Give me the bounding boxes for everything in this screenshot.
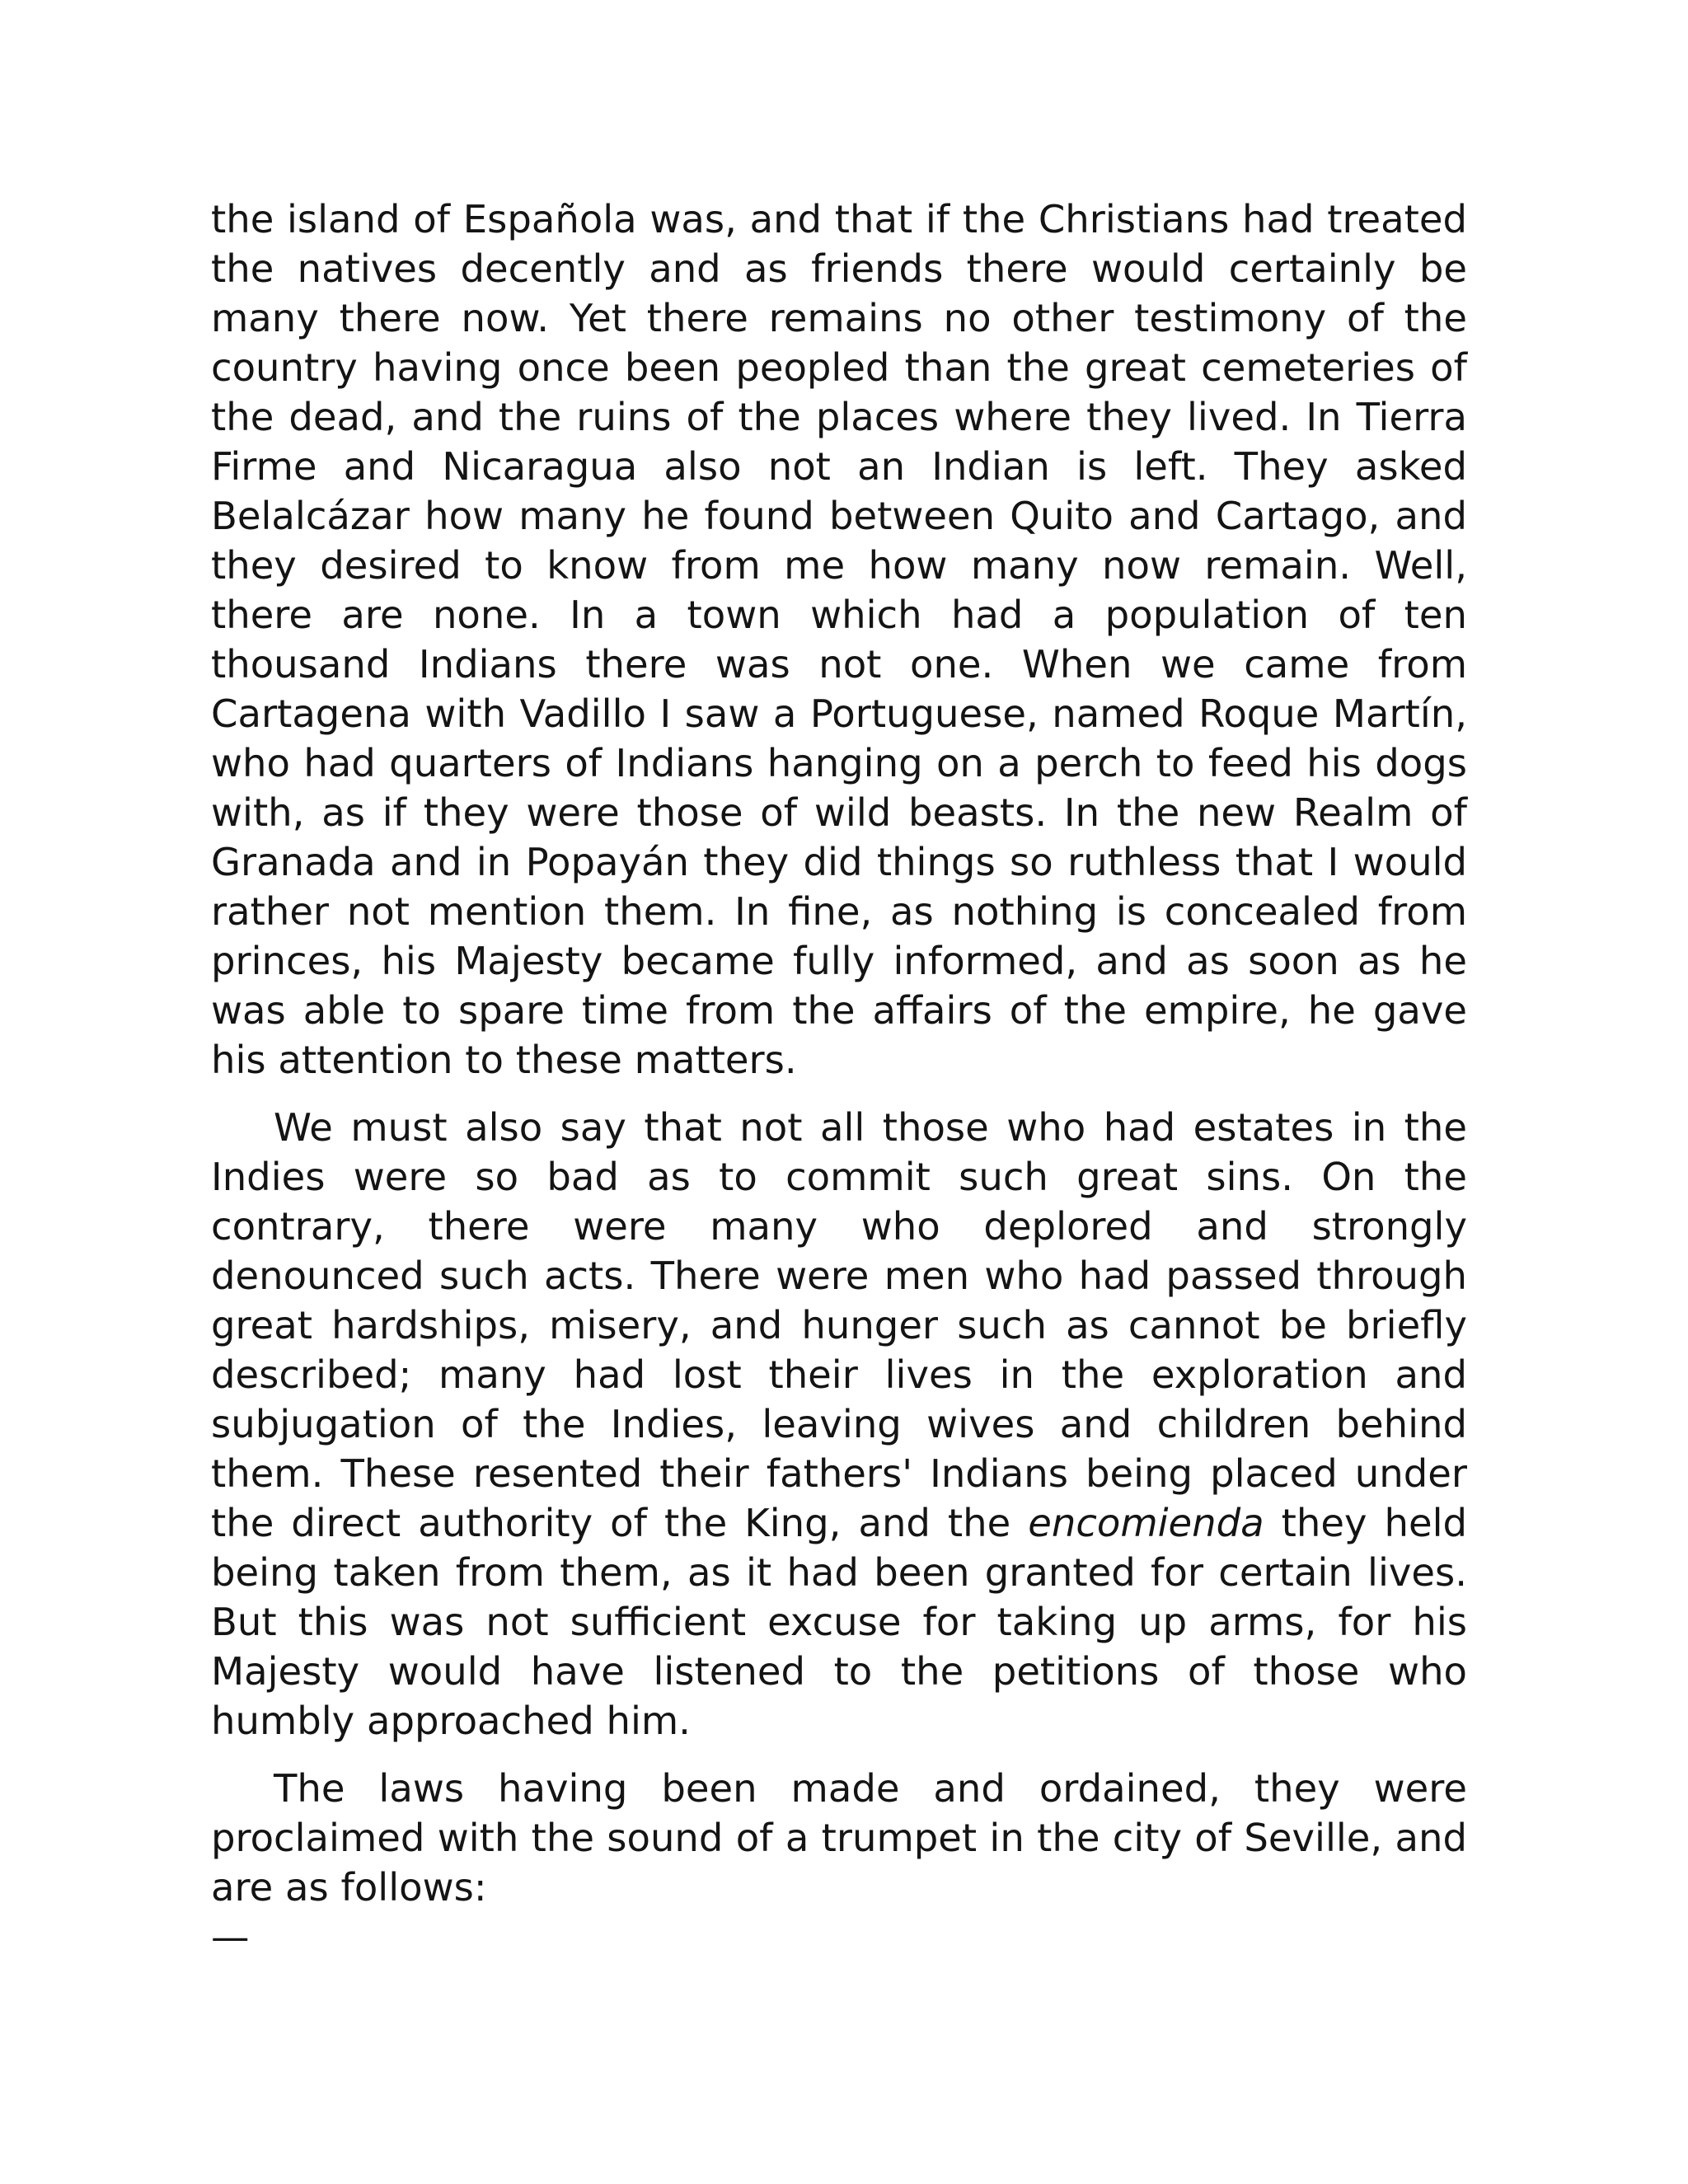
document-page [211, 194, 1467, 1961]
trailing-dash: — [211, 1915, 250, 1959]
paragraph-3-text: The laws having been made and ordained, they were proclaimed with the sound of a trumpet in the city of Seville, and are as follows: [211, 1766, 1467, 1910]
paragraph-2-text-before: We must also say that not all those who had estates in the Indies were so bad as to commit such great sins. On the contrary, there were many who deplored and strongly denounced such acts. There were men who had passed through great hardships, misery, and hunger such as cannot be briefly described; many had lost their lives in the exploration and subjugation of the Indies, leaving wives and children behind them. These resented their fathers' Indians being placed under the direct authority of the King, and the [211, 1105, 1467, 1545]
encomienda-emphasis: encomienda [1028, 1501, 1264, 1545]
paragraph-1: the island of Española was, and that if the Christians had treated the natives decently and as friends there would certainly be many there now. Yet there remains no other testimony of the country having once been peopled than the great cemeteries of the dead, and the ruins of the places where they lived. In Tierra Firme and Nicaragua also not an Indian is left. They asked Belalcázar how many he found between Quito and Cartago, and they desired to know from me how many now remain. Well, there are none. In a town which had a population of ten thousand Indians there was not one. When we came from Cartagena with Vadillo I saw a Portuguese, named Roque Martín, who had quarters of Indians hanging on a perch to feed his dogs with, as if they were those of wild beasts. In the new Realm of Granada and in Popayán they did things so ruthless that I would rather not mention them. In fine, as nothing is concealed from princes, his Majesty became fully informed, and as soon as he was able to spare time from the affairs of the empire, he gave his attention to these matters. [211, 197, 1467, 1082]
paragraph-2 [211, 1103, 1467, 1746]
paragraph-3 [211, 1764, 1467, 1961]
paragraph-2-text-after: they held being taken from them, as it had been granted for certain lives. But this was not sufficient excuse for taking up arms, for his Majesty would have listened to the petitions of those who humbly approached him. [211, 1501, 1467, 1743]
